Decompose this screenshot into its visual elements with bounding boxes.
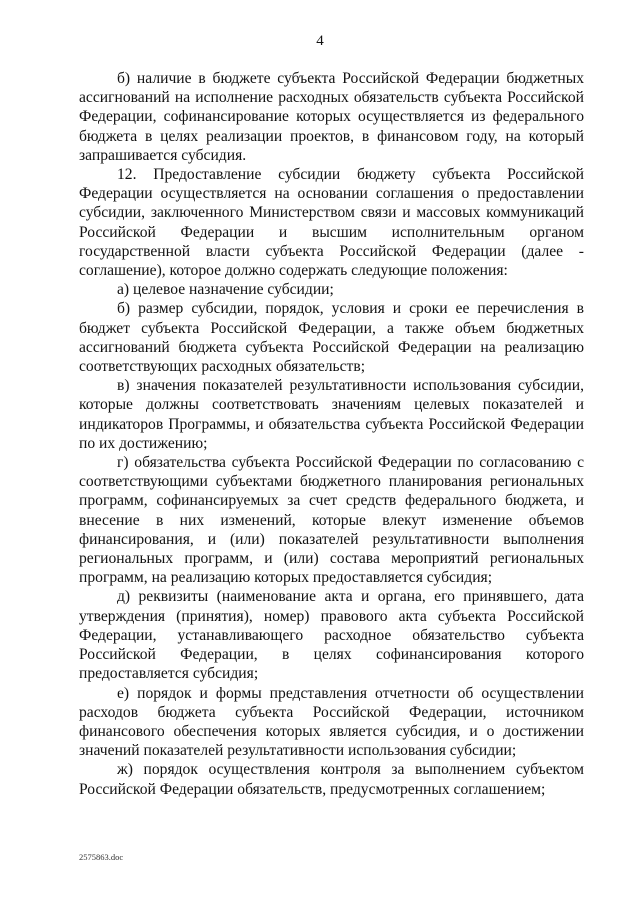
footer-filename: 2575863.doc (79, 852, 124, 862)
paragraph-g-obligations: г) обязательства субъекта Российской Федерации по согласованию с соответствующими субъектами бюджетного планирования региональных программ, софинансируемых за счет средств федерального бюджета, и внесение в них изменений, которые влекут изменение объемов финансирования, и (или) показателей результативности выполнения региональных программ, и (или) состава мероприятий региональных программ, на реализацию которых предоставляется субсидия; (79, 454, 584, 587)
page-number: 4 (316, 33, 324, 49)
paragraph-zh-control: ж) порядок осуществления контроля за выполнением субъектом Российской Федерации обязательств, предусмотренных соглашением; (79, 761, 584, 798)
document-body (79, 69, 584, 799)
paragraph-b-amount: б) размер субсидии, порядок, условия и сроки ее перечисления в бюджет субъекта Российской Федерации, а также объем бюджетных ассигнований бюджета субъекта Российской Федерации на реализацию соответствующих расходных обязательств; (79, 300, 584, 376)
paragraph-v-indicators: в) значения показателей результативности использования субсидии, которые должны соответствовать значениям целевых показателей и индикаторов Программы, и обязательства субъекта Российской Федерации по их достижению; (79, 377, 584, 452)
paragraph-a-purpose: а) целевое назначение субсидии; (117, 281, 334, 299)
paragraph-e-reporting: е) порядок и формы представления отчетности об осуществлении расходов бюджета субъекта Российской Федерации, источником финансового обеспечения которых является субсидия, и о достижении значений показателей результативности использования субсидии; (79, 684, 584, 760)
paragraph-b-budget: б) наличие в бюджете субъекта Российской Федерации бюджетных ассигнований на исполнение расходных обязательств субъекта Российской Федерации, софинансирование которых осуществляется из федерального бюджета в целях реализации проектов, в финансовом году, на который запрашивается субсидия. (79, 70, 584, 164)
paragraph-d-requisites: д) реквизиты (наименование акта и органа, его принявшего, дата утверждения (принятия), номер) правового акта субъекта Российской Федерации, устанавливающего расходное обязательство субъекта Российской Федерации, в целях софинансирования которого предоставляется субсидия; (79, 588, 584, 683)
paragraph-12-agreement: 12. Предоставление субсидии бюджету субъекта Российской Федерации осуществляется на основании соглашения о предоставлении субсидии, заключенного Министерством связи и массовых коммуникаций Российской Федерации и высшим исполнительным органом государственной власти субъекта Российской Федерации (далее - соглашение), которое должно содержать следующие положения: (79, 166, 584, 280)
